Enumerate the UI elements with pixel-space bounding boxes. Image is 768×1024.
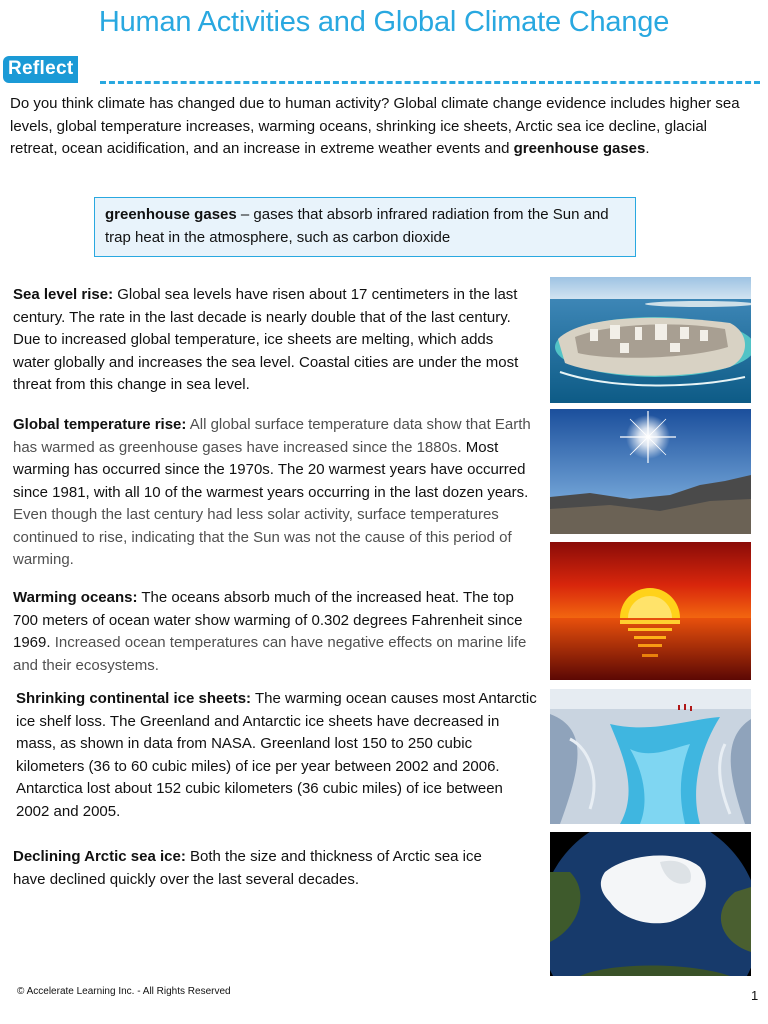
page-title: Human Activities and Global Climate Change: [98, 6, 670, 38]
section-heading: Warming oceans:: [13, 589, 138, 606]
section-warming-oceans: [13, 587, 533, 677]
section-global-temperature: [13, 414, 538, 572]
definition-box: [94, 197, 636, 257]
sunset-ocean-photo: [550, 542, 751, 680]
dashed-divider: [100, 81, 760, 84]
section-heading: Shrinking continental ice sheets:: [16, 690, 252, 707]
page-number: 1: [751, 988, 759, 1003]
coastal-city-photo: [550, 277, 751, 403]
section-ice-sheets: [16, 688, 540, 823]
intro-bold-term: greenhouse gases: [513, 140, 646, 157]
section-text: The warming ocean causes most Antarctic ice shelf loss. The Greenland and Antarctic ice sheets have decreased in mass, as shown in data from NASA. Greenland lost 150 to 250 cubic kilometers (36 to 60 cubic miles) of ice per year between 2002 and 2006. Antarctica lost about 152 cubic kilometers (36 cubic miles) of ice between 2002 and 2005.: [16, 690, 537, 820]
section-text: Even though the last century had less solar activity, surface temperatures continued to rise, indicating that the Sun was not the cause of this period of warming.: [13, 506, 512, 568]
copyright-footer: © Accelerate Learning Inc. - All Rights Reserved: [17, 986, 231, 997]
section-heading: Sea level rise:: [13, 286, 114, 303]
section-heading: Declining Arctic sea ice:: [13, 848, 186, 865]
intro-text: Do you think climate has changed due to human activity? Global climate change evidence includes higher sea levels, global temperature increases, warming oceans, shrinking ice sheets, Arctic sea ice decline, glacial retreat, ocean acidification, and an increase in extreme weather events and: [10, 95, 740, 157]
section-heading: Global temperature rise:: [13, 416, 187, 433]
reflect-tag: Reflect: [3, 56, 78, 83]
section-text: Global sea levels have risen about 17 centimeters in the last century. The rate in the last decade is nearly double that of the last century. Due to increased global temperature, ice sheets are melting, which adds water globally and increases the sea level. Coastal cities are under the most threat from this change in sea level.: [13, 286, 519, 393]
section-sea-level: [13, 284, 523, 397]
section-text: Both the size and thickness of Arctic sea ice have declined quickly over the last several decades.: [13, 848, 482, 888]
arctic-globe-image: [550, 832, 751, 976]
definition-text: – gases that absorb infrared radiation from the Sun and trap heat in the atmosphere, such as carbon dioxide: [105, 206, 609, 246]
section-text: Increased ocean temperatures can have negative effects on marine life and their ecosystems.: [13, 634, 527, 674]
section-text: The oceans absorb much of the increased heat. The top 700 meters of ocean water show warming of 0.302 degrees Fahrenheit since 1969.: [13, 589, 523, 651]
section-arctic-ice: [13, 846, 498, 891]
sun-sky-photo: [550, 409, 751, 534]
section-text: Most warming has occurred since the 1970s. The 20 warmest years have occurred since 1981, with all 10 of the warmest years occurring in the last dozen years.: [13, 438, 529, 501]
definition-term: greenhouse gases: [105, 206, 237, 223]
intro-paragraph: [10, 93, 750, 161]
intro-end: .: [645, 140, 650, 157]
section-text: All global surface temperature data show that Earth has warmed as greenhouse gases have increased since the 1880s.: [13, 416, 531, 456]
ice-sheet-photo: [550, 689, 751, 824]
